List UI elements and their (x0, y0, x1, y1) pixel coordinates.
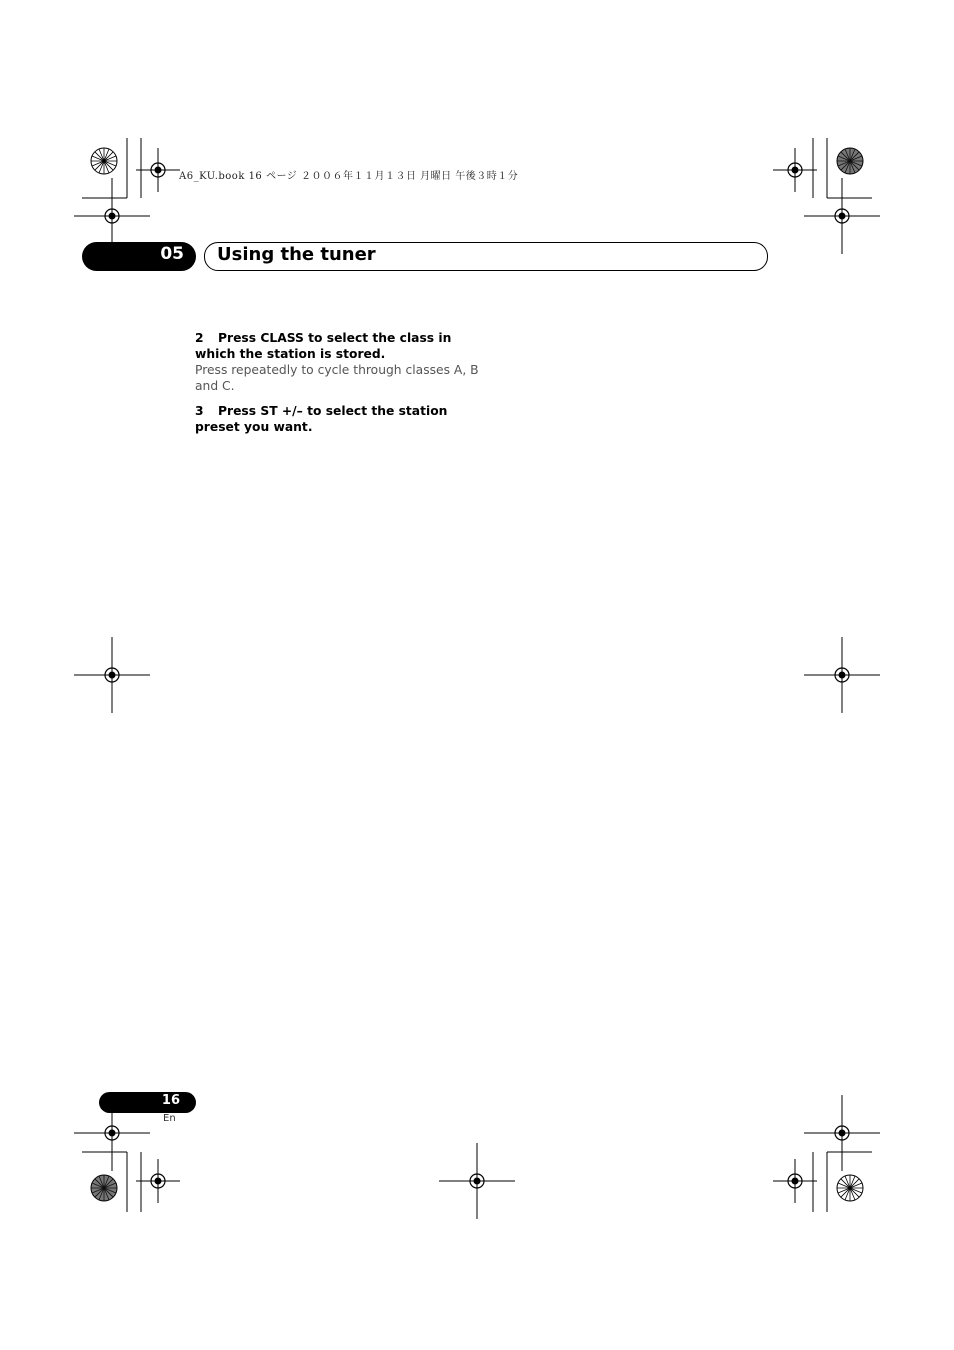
chapter-title: Using the tuner (217, 244, 376, 265)
step-heading-text: Press CLASS to select the class in which the station is stored. (195, 331, 452, 361)
registration-mark-icon (804, 1095, 880, 1171)
registration-mark-icon (773, 1159, 817, 1203)
step-heading (195, 403, 485, 435)
step-body: Press repeatedly to cycle through classes A, B and C. (195, 363, 479, 393)
registration-mark-icon (74, 637, 150, 713)
chapter-number: 05 (160, 244, 184, 264)
color-target-icon (837, 1175, 863, 1201)
step-heading (195, 330, 485, 362)
page-number-badge (99, 1092, 196, 1113)
registration-mark-icon (439, 1143, 515, 1219)
step-number: 3 (195, 404, 204, 418)
color-target-icon (91, 1175, 117, 1201)
page-number: 16 (161, 1093, 180, 1108)
page-language: En (163, 1113, 176, 1124)
color-target-icon (837, 148, 863, 174)
step-number: 2 (195, 331, 204, 345)
chapter-title-frame (204, 242, 768, 271)
registration-mark-icon (804, 637, 880, 713)
registration-mark-icon (136, 148, 180, 192)
registration-mark-icon (804, 178, 880, 254)
print-job-header: A6_KU.book 16 ページ ２００６年１１月１３日 月曜日 午後３時１分 (179, 171, 519, 182)
color-target-icon (91, 148, 117, 174)
instruction-steps (195, 330, 485, 435)
step-heading-text: Press ST +/– to select the station preset you want. (195, 404, 448, 434)
registration-mark-icon (773, 148, 817, 192)
chapter-number-badge (82, 242, 196, 271)
registration-mark-icon (136, 1159, 180, 1203)
